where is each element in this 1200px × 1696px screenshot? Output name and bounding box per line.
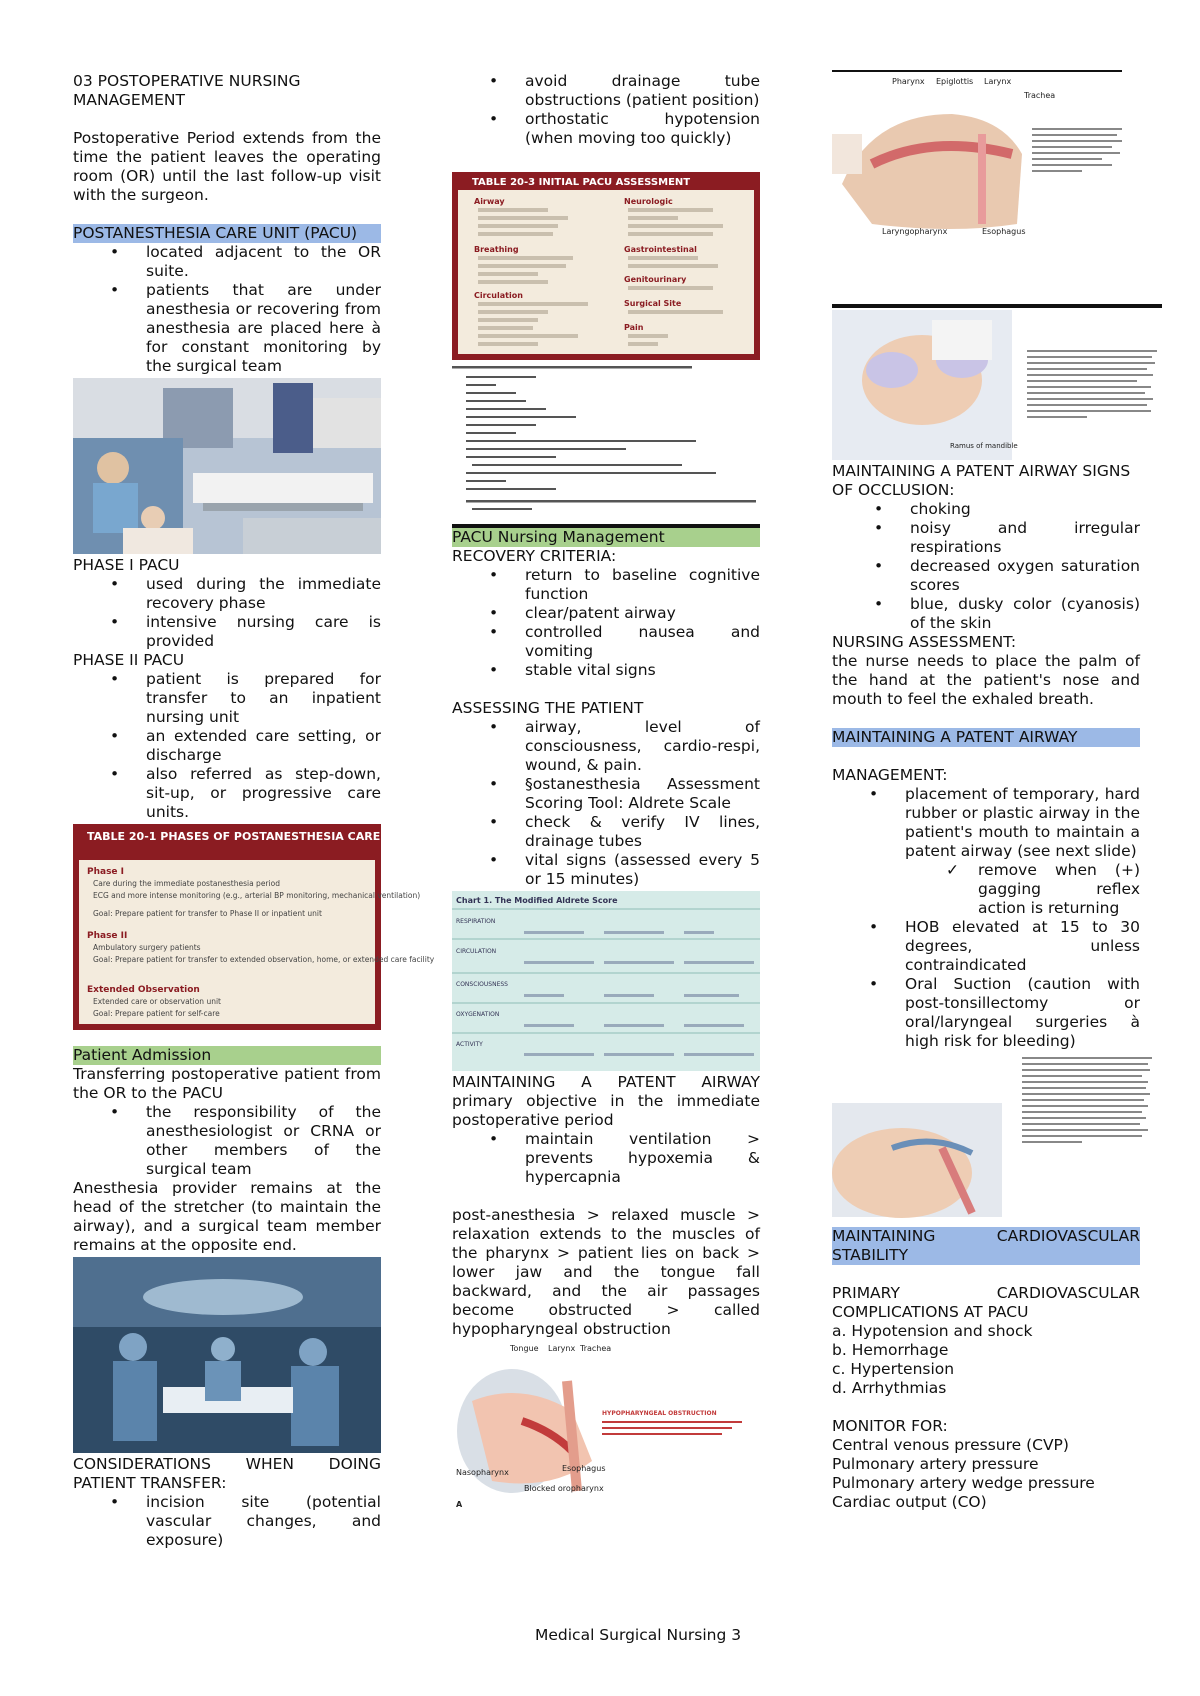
- svg-text:Blocked oropharynx: Blocked oropharynx: [524, 1484, 604, 1493]
- svg-text:Goal: Prepare patient for self: Goal: Prepare patient for self-care: [93, 1009, 220, 1018]
- airway-heading: MAINTAINING A PATENT AIRWAY: [452, 1073, 760, 1091]
- list-item: • controlled nausea and vomiting: [525, 623, 760, 661]
- svg-text:RESPIRATION: RESPIRATION: [456, 918, 496, 925]
- list-item: • orthostatic hypotension (when moving too quickly): [525, 110, 760, 148]
- chart-title: Chart 1. The Modified Aldrete Score: [456, 896, 618, 905]
- table-20-3: [452, 172, 760, 360]
- svg-text:Goal: Prepare patient for tran: Goal: Prepare patient for transfer to Phase II or inpatient unit: [93, 909, 322, 918]
- list-item: • HOB elevated at 15 to 30 degrees, unless contraindicated: [905, 918, 1140, 975]
- monitor-item: Cardiac output (CO): [832, 1493, 987, 1511]
- admission-heading: Patient Admission: [73, 1046, 381, 1065]
- svg-text:Neurologic: Neurologic: [624, 197, 673, 206]
- nursing-assessment-text: the nurse needs to place the palm of the hand at the patient's nose and mouth to feel the exhaled breath.: [832, 652, 1140, 708]
- nursing-assessment-heading: NURSING ASSESSMENT:: [832, 633, 1017, 651]
- hypopharyngeal-obstruction-figure: [452, 1341, 760, 1511]
- svg-text:Trachea: Trachea: [1024, 91, 1056, 100]
- list-item: • check & verify IV lines, drainage tubes: [525, 813, 760, 851]
- svg-text:OXYGENATION: OXYGENATION: [456, 1011, 500, 1018]
- phase1-heading: PHASE I PACU: [73, 556, 180, 574]
- svg-text:CIRCULATION: CIRCULATION: [456, 948, 497, 955]
- admission-text: Transferring postoperative patient from the OR to the PACU: [73, 1065, 381, 1102]
- list-item: • also referred as step-down, sit-up, or progressive care units.: [146, 765, 381, 822]
- svg-text:Nasopharynx: Nasopharynx: [456, 1468, 509, 1477]
- complication-item: a. Hypotension and shock: [832, 1322, 1033, 1340]
- svg-text:Genitourinary: Genitourinary: [624, 275, 687, 284]
- aldrete-score-chart: [452, 891, 760, 1071]
- management-check-list: [832, 861, 1140, 918]
- table-20-1: [73, 824, 435, 1030]
- complication-item: d. Arrhythmias: [832, 1379, 947, 1397]
- svg-text:HYPOPHARYNGEAL OBSTRUCTION: HYPOPHARYNGEAL OBSTRUCTION: [602, 1410, 717, 1417]
- list-item: • stable vital signs: [525, 661, 760, 680]
- phase2-list: [73, 670, 381, 822]
- list-item: • choking: [910, 500, 1140, 519]
- svg-text:Breathing: Breathing: [474, 245, 519, 254]
- svg-text:Goal: Prepare patient for tran: Goal: Prepare patient for transfer to extended observation, home, or extended care facility: [93, 955, 435, 964]
- svg-text:ACTIVITY: ACTIVITY: [456, 1041, 483, 1048]
- svg-text:CONSCIOUSNESS: CONSCIOUSNESS: [456, 981, 508, 988]
- svg-text:ECG and more intense monitorin: ECG and more intense monitoring (e.g., arterial BP monitoring, mechanical ventilation): [93, 891, 421, 900]
- occlusion-list: [832, 500, 1140, 633]
- svg-text:Laryngopharynx: Laryngopharynx: [882, 227, 948, 236]
- assessing-list: [452, 718, 760, 889]
- page-footer: Medical Surgical Nursing 3: [535, 1626, 742, 1644]
- considerations-list: [73, 1493, 381, 1550]
- svg-text:Tongue: Tongue: [510, 1344, 539, 1353]
- svg-text:Circulation: Circulation: [474, 291, 523, 300]
- list-item: • patient is prepared for transfer to an inpatient nursing unit: [146, 670, 381, 727]
- list-item: • clear/patent airway: [525, 604, 760, 623]
- svg-text:Epiglottis: Epiglottis: [936, 77, 974, 86]
- airway2-heading: MAINTAINING A PATENT AIRWAY: [832, 728, 1140, 747]
- monitor-heading: MONITOR FOR:: [832, 1417, 948, 1435]
- pacu-photo: [73, 378, 381, 554]
- svg-text:Phase I: Phase I: [87, 867, 125, 877]
- svg-text:Esophagus: Esophagus: [562, 1464, 606, 1473]
- svg-text:Gastrointestinal: Gastrointestinal: [624, 245, 697, 254]
- monitor-item: Pulmonary artery pressure: [832, 1455, 1039, 1473]
- list-item: • placement of temporary, hard rubber or plastic airway in the patient's mouth to maintain a patent airway (see next slide): [905, 785, 1140, 861]
- svg-text:Care during the immediate post: Care during the immediate postanesthesia period: [93, 879, 280, 888]
- list-item: • incision site (potential vascular changes, and exposure): [146, 1493, 381, 1550]
- cardio-heading: MAINTAINING CARDIOVASCULAR STABILITY: [832, 1227, 1140, 1264]
- svg-text:Pain: Pain: [624, 323, 644, 332]
- svg-text:Extended care or observation u: Extended care or observation unit: [93, 997, 221, 1006]
- table-20-3-title: TABLE 20-3 INITIAL PACU ASSESSMENT: [472, 177, 691, 188]
- complication-item: b. Hemorrhage: [832, 1341, 949, 1359]
- pacu-mgmt-heading: PACU Nursing Management: [452, 528, 760, 547]
- table-20-1-title: TABLE 20-1 PHASES OF POSTANESTHESIA CARE: [87, 830, 381, 843]
- primary-heading: PRIMARY CARDIOVASCULAR COMPLICATIONS AT PACU: [832, 1284, 1140, 1321]
- list-item: • an extended care setting, or discharge: [146, 727, 381, 765]
- management-heading: MANAGEMENT:: [832, 766, 948, 784]
- svg-text:Larynx: Larynx: [984, 77, 1012, 86]
- oral-airway-figure: [832, 1053, 1162, 1217]
- scanned-notes: [452, 362, 760, 522]
- svg-text:Trachea: Trachea: [580, 1344, 612, 1353]
- transfer-photo: [73, 1257, 381, 1453]
- list-item: • blue, dusky color (cyanosis) of the skin: [910, 595, 1140, 633]
- svg-text:Esophagus: Esophagus: [982, 227, 1026, 236]
- column-2: [452, 72, 760, 1513]
- list-item: ✓ remove when (+) gagging reflex action is returning: [978, 861, 1140, 918]
- management-list: [832, 785, 1140, 861]
- svg-text:Ramus of mandible: Ramus of mandible: [950, 442, 1018, 450]
- svg-text:A: A: [456, 1500, 463, 1509]
- list-item: • patients that are under anesthesia or recovering from anesthesia are placed here à for constant monitoring by the surgical team: [146, 281, 381, 376]
- monitor-item: Pulmonary artery wedge pressure: [832, 1474, 1095, 1492]
- list-item: • avoid drainage tube obstructions (patient position): [525, 72, 760, 110]
- jaw-thrust-figure: [832, 310, 1162, 460]
- svg-text:Phase II: Phase II: [87, 931, 128, 941]
- list-item: • intensive nursing care is provided: [146, 613, 381, 651]
- list-item: • decreased oxygen saturation scores: [910, 557, 1140, 595]
- list-item: • maintain ventilation > prevents hypoxemia & hypercapnia: [525, 1130, 760, 1187]
- management-list-2: [832, 918, 1140, 1051]
- list-item: • the responsibility of the anesthesiologist or CRNA or other members of the surgical team: [146, 1103, 381, 1179]
- transfer-considerations-cont: [452, 72, 760, 148]
- occlusion-heading: MAINTAINING A PATENT AIRWAY SIGNS OF OCCLUSION:: [832, 462, 1131, 499]
- list-item: • Oral Suction (caution with post-tonsillectomy or oral/laryngeal surgeries à high risk for bleeding): [905, 975, 1140, 1051]
- recovery-heading: RECOVERY CRITERIA:: [452, 547, 617, 565]
- recovery-list: [452, 566, 760, 680]
- column-3: [832, 70, 1140, 1512]
- airway-anatomy-figure: [832, 74, 1132, 244]
- list-item: • airway, level of consciousness, cardio-respi, wound, & pain.: [525, 718, 760, 775]
- pacu-list: [73, 243, 381, 376]
- svg-text:Pharynx: Pharynx: [892, 77, 925, 86]
- svg-text:Airway: Airway: [474, 197, 505, 206]
- phase2-heading: PHASE II PACU: [73, 651, 185, 669]
- pacu-heading: POSTANESTHESIA CARE UNIT (PACU): [73, 224, 381, 243]
- post-anesthesia-paragraph: post-anesthesia > relaxed muscle > relaxation extends to the muscles of the pharynx > patient lies on back > lower jaw and the tongue fall backward, and the air passages become obstructed > called hypopharyngeal obstruction: [452, 1206, 760, 1338]
- considerations-heading: CONSIDERATIONS WHEN DOING PATIENT TRANSFER:: [73, 1455, 381, 1492]
- column-1: [73, 72, 435, 1550]
- phase1-list: [73, 575, 381, 651]
- intro-paragraph: Postoperative Period extends from the time the patient leaves the operating room (OR) until the last follow-up visit with the surgeon.: [73, 129, 381, 204]
- complication-item: c. Hypertension: [832, 1360, 955, 1378]
- airway-text: primary objective in the immediate postoperative period: [452, 1092, 760, 1129]
- svg-text:Ambulatory surgery patients: Ambulatory surgery patients: [93, 943, 201, 952]
- svg-text:Surgical Site: Surgical Site: [624, 299, 682, 308]
- list-item: • used during the immediate recovery phase: [146, 575, 381, 613]
- monitor-item: Central venous pressure (CVP): [832, 1436, 1069, 1454]
- list-item: • §ostanesthesia Assessment Scoring Tool: Aldrete Scale: [525, 775, 760, 813]
- list-item: • vital signs (assessed every 5 or 15 minutes): [525, 851, 760, 889]
- svg-text:Larynx: Larynx: [548, 1344, 576, 1353]
- admission-list: [73, 1103, 381, 1179]
- airway-list: [452, 1130, 760, 1187]
- list-item: • located adjacent to the OR suite.: [146, 243, 381, 281]
- list-item: • return to baseline cognitive function: [525, 566, 760, 604]
- svg-text:Extended Observation: Extended Observation: [87, 985, 200, 995]
- page-title: 03 POSTOPERATIVE NURSING MANAGEMENT: [73, 72, 301, 109]
- list-item: • noisy and irregular respirations: [910, 519, 1140, 557]
- admission-text-2: Anesthesia provider remains at the head of the stretcher (to maintain the airway), and a surgical team member remains at the opposite end.: [73, 1179, 381, 1254]
- assessing-heading: ASSESSING THE PATIENT: [452, 699, 644, 717]
